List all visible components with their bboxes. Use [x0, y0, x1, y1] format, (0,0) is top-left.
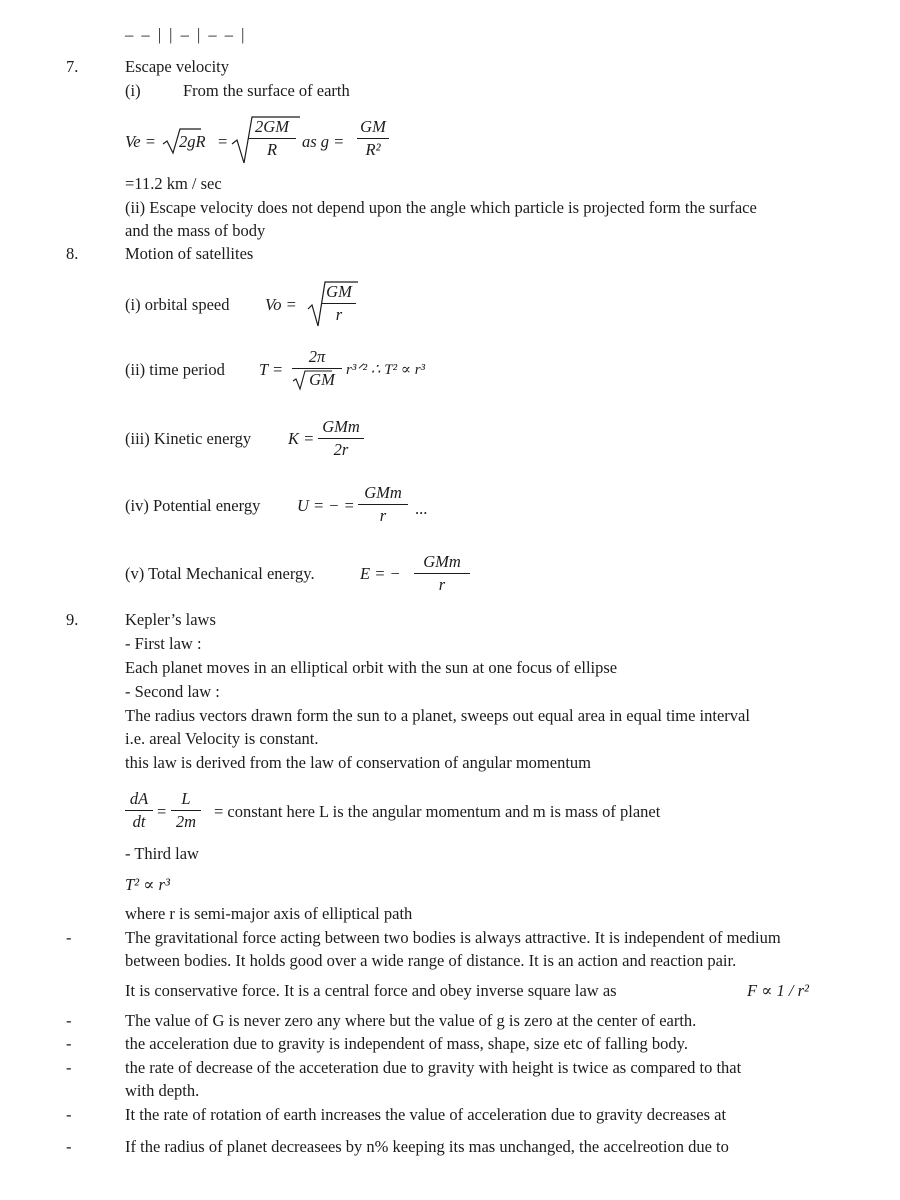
bullet-dash-5: - [66, 1105, 72, 1124]
denominator-sqrt-GM [292, 370, 342, 390]
fraction-2GM-over-R [248, 117, 296, 160]
third-law-equation: T² ∝ r³ [125, 875, 170, 894]
denominator-2m: 2m [175, 812, 197, 831]
fraction-bar [358, 504, 408, 505]
section-7-title: Escape velocity [125, 57, 229, 76]
third-law-heading: - Third law [125, 844, 199, 863]
bullet-4-line-1: the rate of decrease of the acceteration due to gravity with height is twice as compared to that [125, 1058, 742, 1077]
time-period-rest: r³ᐟ² ∴ T² ∝ r³ [346, 362, 426, 378]
fraction-GMm-over-2r [318, 417, 364, 460]
total-energy-lhs: E = − [360, 564, 401, 583]
orbital-speed-lhs: Vo = [265, 295, 297, 314]
fraction-bar [248, 138, 296, 139]
bullet-1-line-3: It is conservative force. It is a central force and obey inverse square law as [125, 981, 617, 1000]
fraction-GMm-over-r [358, 483, 408, 526]
eq-ve-lhs: Ve = [125, 132, 156, 151]
orbital-speed-label: (i) orbital speed [125, 295, 230, 314]
denominator-GM: GM [309, 370, 335, 389]
denominator-R2: R² [365, 140, 381, 159]
escape-velocity-note-line1: (ii) Escape velocity does not depend upon the angle which particle is projected form the surface [125, 198, 757, 217]
bullet-2-text: The value of G is never zero any where but the value of g is zero at the center of earth. [125, 1011, 697, 1030]
numerator-L: L [181, 789, 191, 808]
bullet-dash-4: - [66, 1058, 72, 1077]
fraction-bar [357, 138, 389, 139]
fraction-2pi-over-sqrtGM [292, 347, 342, 390]
section-8-number: 8. [66, 244, 79, 263]
time-period-lhs: T = [259, 360, 284, 379]
fraction-GM-over-r [322, 282, 356, 325]
fraction-GMm-over-r-total [414, 552, 470, 595]
denominator-R: R [266, 140, 278, 159]
section-7-sub-title: From the surface of earth [183, 81, 350, 100]
bullet-3-text: the acceleration due to gravity is independent of mass, shape, size etc of falling body. [125, 1034, 688, 1053]
bullet-1-line-1: The gravitational force acting between two bodies is always attractive. It is independent of medium [125, 928, 781, 947]
fraction-bar [414, 573, 470, 574]
numerator-GMm: GMm [364, 483, 402, 502]
section-9-title: Kepler’s laws [125, 610, 216, 629]
escape-velocity-value: =11.2 km / sec [125, 174, 222, 193]
escape-velocity-note-line2: and the mass of body [125, 221, 266, 240]
time-period-label: (ii) time period [125, 360, 225, 379]
first-law-text: Each planet moves in an elliptical orbit with the sun at one focus of ellipse [125, 658, 618, 677]
eq-as-g: as g = [302, 132, 345, 151]
denominator-r: r [438, 575, 446, 594]
bullet-6-text: If the radius of planet decreasees by n% keeping its mas unchanged, the accelreotion due to [125, 1137, 729, 1156]
fraction-bar [322, 303, 356, 304]
fraction-bar [125, 810, 153, 811]
fraction-dA-over-dt [125, 789, 153, 832]
section-7-number: 7. [66, 57, 79, 76]
bullet-dash-3: - [66, 1034, 72, 1053]
bullet-dash-1: - [66, 928, 72, 947]
total-energy-label: (v) Total Mechanical energy. [125, 564, 315, 583]
numerator-dA: dA [129, 789, 149, 808]
third-law-text: where r is semi-major axis of elliptical path [125, 904, 413, 923]
denominator-dt: dt [132, 812, 146, 831]
second-law-text-3: this law is derived from the law of conservation of angular momentum [125, 753, 592, 772]
fraction-bar [318, 438, 364, 439]
sqrt-sign-GM [292, 369, 332, 391]
areal-equals: = [157, 802, 167, 821]
section-8-title: Motion of satellites [125, 244, 254, 263]
fraction-GM-over-R2 [357, 117, 389, 160]
fraction-bar [171, 810, 201, 811]
section-7-sub-number: (i) [125, 81, 141, 100]
inverse-square-formula: F ∝ 1 / r² [747, 981, 809, 1000]
top-fragment-text: – – | | – | – – | [125, 25, 247, 44]
areal-constant-text: = constant here L is the angular momentum and m is mass of planet [214, 802, 661, 821]
eq-2gR: 2gR [179, 132, 206, 151]
numerator-2pi: 2π [308, 347, 326, 366]
potential-energy-lhs: U = − = [297, 496, 355, 515]
numerator-GMm: GMm [423, 552, 461, 571]
fraction-L-over-2m [171, 789, 201, 832]
numerator-GMm: GMm [322, 417, 360, 436]
numerator-GM: GM [360, 117, 386, 136]
second-law-text-2: i.e. areal Velocity is constant. [125, 729, 319, 748]
eq-equals: = [218, 132, 228, 151]
top-fragment [125, 25, 325, 48]
potential-energy-tail: ... [415, 499, 428, 518]
kinetic-energy-lhs: K = [288, 429, 315, 448]
bullet-5-text: It the rate of rotation of earth increases the value of acceleration due to gravity decreases at [125, 1105, 727, 1124]
second-law-heading: - Second law : [125, 682, 220, 701]
numerator-GM: GM [326, 282, 352, 301]
denominator-2r: 2r [333, 440, 349, 459]
bullet-dash-2: - [66, 1011, 72, 1030]
bullet-4-line-2: with depth. [125, 1081, 200, 1100]
section-9-number: 9. [66, 610, 79, 629]
cutoff-last-line [60, 1136, 850, 1156]
second-law-text-1: The radius vectors drawn form the sun to a planet, sweeps out equal area in equal time interval [125, 706, 750, 725]
bullet-1-line-2: between bodies. It holds good over a wide range of distance. It is an action and reaction pair. [125, 951, 737, 970]
bullet-dash-6: - [66, 1137, 72, 1156]
denominator-r: r [379, 506, 387, 525]
potential-energy-label: (iv) Potential energy [125, 496, 261, 515]
denominator-r: r [335, 305, 343, 324]
kinetic-energy-label: (iii) Kinetic energy [125, 429, 252, 448]
first-law-heading: - First law : [125, 634, 202, 653]
numerator-2GM: 2GM [255, 117, 289, 136]
